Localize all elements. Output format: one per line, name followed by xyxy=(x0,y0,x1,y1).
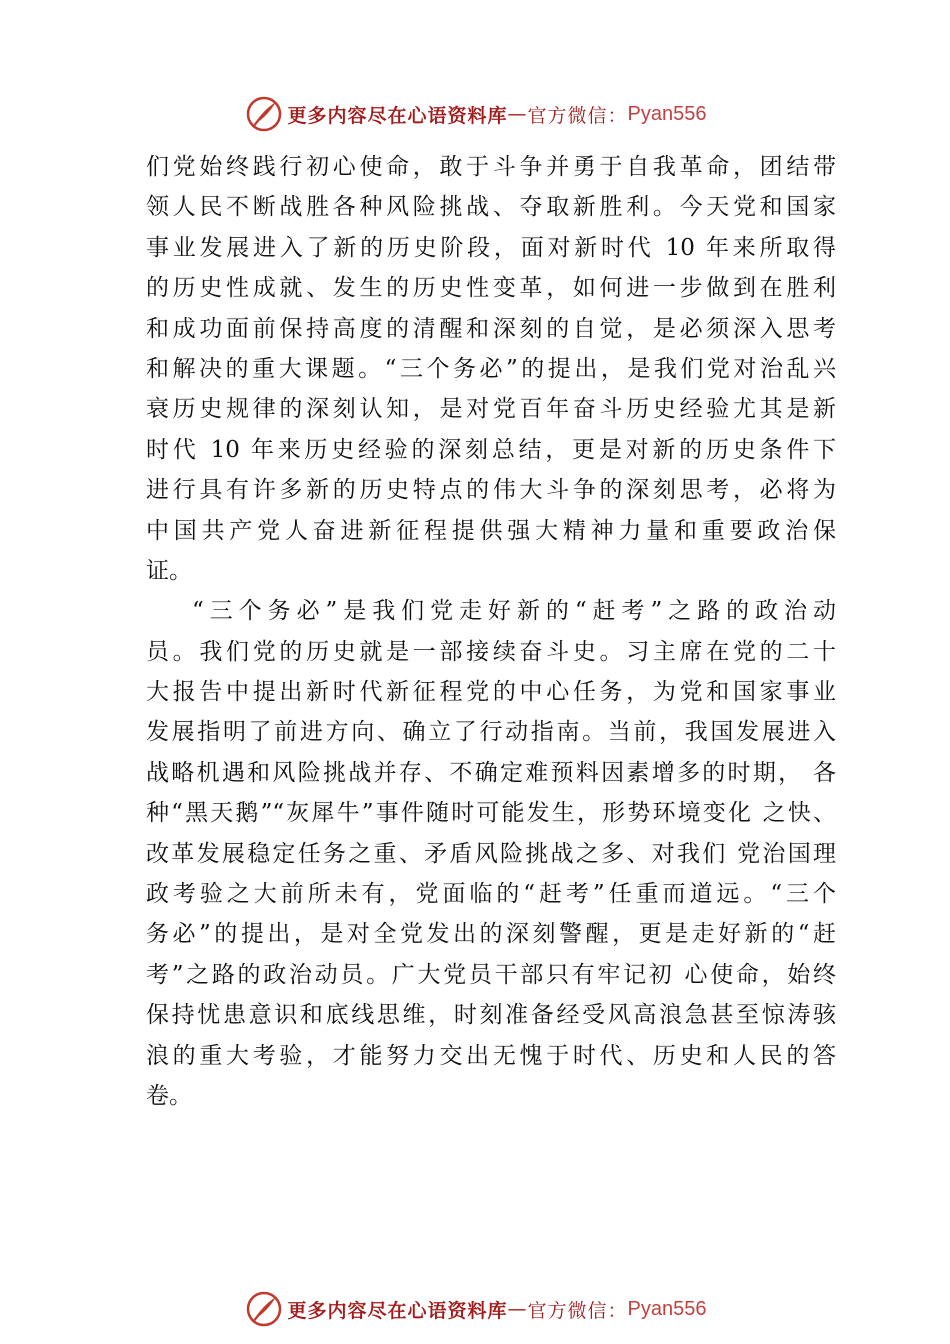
text-line: 卷。 xyxy=(146,1082,192,1109)
text-line: 发展指明了前进方向、确立了行动指南。当前，我国发展进入 xyxy=(146,719,836,746)
text-line: 和解决的重大课题。“三个务必”的提出，是我们党对治乱兴 xyxy=(146,355,836,382)
text-line: 领人民不断战胜各种风险挑战、夺取新胜利。今天党和国家 xyxy=(146,194,836,221)
header-banner xyxy=(0,94,950,134)
brand-dash: — xyxy=(507,1298,528,1320)
text-line: 战略机遇和风险挑战并存、不确定难预料因素增多的时期， 各 xyxy=(146,759,836,786)
text-line: 们党始终践行初心使命，敢于斗争并勇于自我革命，团结带 xyxy=(146,154,836,180)
text-line: 浪的重大考验，才能努力交出无愧于时代、历史和人民的答 xyxy=(146,1042,836,1069)
paragraph-start-line: “三个务必”是我们党走好新的“赶考”之路的政治动 xyxy=(192,598,836,625)
wechat-label: 官方微信： xyxy=(527,1299,628,1322)
text-line: 考”之路的政治动员。广大党员干部只有牢记初 心使命，始终 xyxy=(146,961,836,988)
wechat-id: Pyan556 xyxy=(627,102,707,125)
brand-text: 更多内容尽在心语资料库 xyxy=(287,104,508,127)
text-line: 政考验之大前所未有，党面临的“赶考”任重而道远。“三个 xyxy=(146,881,836,908)
text-line: 衰历史规律的深刻认知，是对党百年奋斗历史经验尤其是新 xyxy=(146,396,836,423)
text-line: 保持忧患意识和底线思维，时刻准备经受风高浪急甚至惊涛骇 xyxy=(146,1002,836,1029)
brand-dash: — xyxy=(507,103,528,125)
quill-logo-icon xyxy=(244,94,284,134)
wechat-label: 官方微信： xyxy=(527,104,628,127)
text-line: 大报告中提出新时代新征程党的中心任务，为党和国家事业 xyxy=(146,679,836,706)
text-line: 中国共产党人奋进新征程提供强大精神力量和重要政治保 xyxy=(146,517,836,544)
text-line: 务必”的提出，是对全党发出的深刻警醒，更是走好新的“赶 xyxy=(146,921,836,948)
wechat-id: Pyan556 xyxy=(627,1297,707,1320)
document-body xyxy=(146,147,836,1116)
text-line: 改革发展稳定任务之重、矛盾风险挑战之多、对我们 党治国理 xyxy=(146,840,836,867)
footer-banner xyxy=(0,1289,950,1329)
text-line: 时代 10 年来历史经验的深刻总结，更是对新的历史条件下 xyxy=(146,436,836,463)
text-line: 进行具有许多新的历史特点的伟大斗争的深刻思考，必将为 xyxy=(146,477,836,504)
text-line: 的历史性成就、发生的历史性变革，如何进一步做到在胜利 xyxy=(146,275,836,302)
brand-text: 更多内容尽在心语资料库 xyxy=(287,1299,508,1322)
text-line: 员。我们党的历史就是一部接续奋斗史。习主席在党的二十 xyxy=(146,638,836,665)
text-line: 和成功面前保持高度的清醒和深刻的自觉，是必须深入思考 xyxy=(146,315,836,342)
text-line: 事业发展进入了新的历史阶段，面对新时代 10 年来所取得 xyxy=(146,234,836,261)
text-line: 种“黑天鹅”“灰犀牛”事件随时可能发生，形势环境变化 之快、 xyxy=(146,800,836,827)
quill-logo-icon xyxy=(244,1289,284,1329)
text-line: 证。 xyxy=(146,557,192,584)
